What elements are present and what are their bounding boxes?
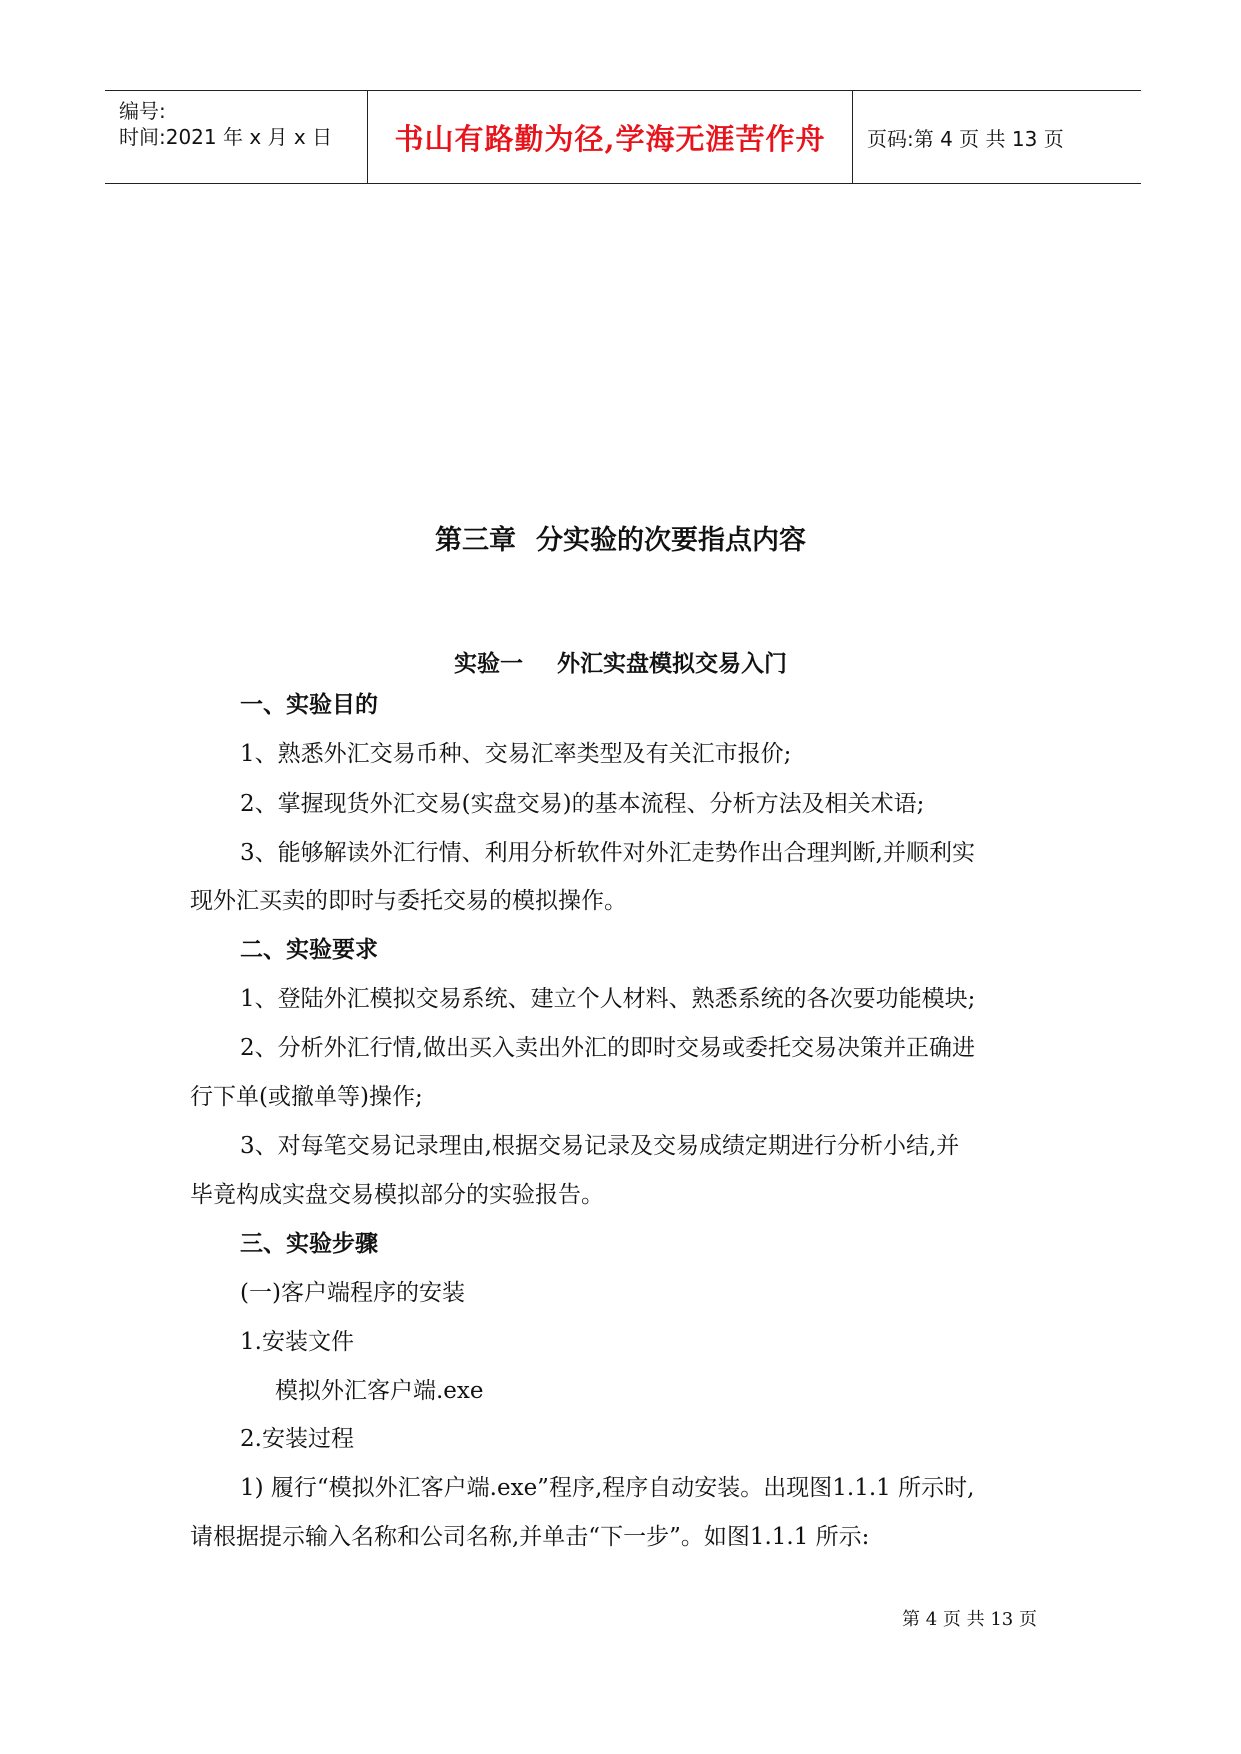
purpose-item-continued: 现外汇买卖的即时与委托交易的模拟操作。 (190, 888, 627, 914)
experiment-name: 外汇实盘模拟交易入门 (557, 650, 787, 677)
experiment-number: 实验一 (454, 650, 523, 677)
purpose-item: 3、能够解读外汇行情、利用分析软件对外汇走势作出合理判断,并顺利实 (240, 840, 975, 866)
document-time-label: 时间:2021 年 x 月 x 日 (119, 125, 333, 149)
purpose-item: 2、掌握现货外汇交易(实盘交易)的基本流程、分析方法及相关术语; (240, 791, 925, 817)
requirement-item: 3、对每笔交易记录理由,根据交易记录及交易成绩定期进行分析小结,并 (240, 1133, 960, 1159)
install-paragraph-continued: 请根据提示输入名称和公司名称,并单击“下一步”。如图1.1.1 所示: (190, 1524, 870, 1550)
section-heading-requirements: 二、实验要求 (240, 936, 378, 963)
document-number-label: 编号: (119, 99, 166, 123)
section-heading-steps: 三、实验步骤 (240, 1230, 378, 1257)
requirement-item: 1、登陆外汇模拟交易系统、建立个人材料、熟悉系统的各次要功能模块; (240, 986, 976, 1012)
chapter-name: 分实验的次要指点内容 (536, 525, 806, 556)
steps-subheading: (一)客户端程序的安装 (240, 1280, 465, 1306)
chapter-number: 第三章 (435, 525, 516, 556)
page-footer: 第 4 页 共 13 页 (902, 1609, 1037, 1630)
section-heading-purpose: 一、实验目的 (240, 691, 378, 718)
header-page-cell (853, 91, 1141, 183)
purpose-item: 1、熟悉外汇交易币种、交易汇率类型及有关汇市报价; (240, 741, 792, 767)
header-motto: 书山有路勤为径,学海无涯苦作舟 (394, 121, 826, 156)
page-header (105, 90, 1141, 184)
install-file-name: 模拟外汇客户端.exe (275, 1378, 484, 1404)
step-install-process: 2.安装过程 (240, 1426, 354, 1452)
experiment-title (0, 645, 1241, 678)
requirement-item: 2、分析外汇行情,做出买入卖出外汇的即时交易或委托交易决策并正确进 (240, 1035, 975, 1061)
requirement-item-continued: 毕竟构成实盘交易模拟部分的实验报告。 (190, 1182, 604, 1208)
header-motto-cell (368, 91, 853, 183)
requirement-item-continued: 行下单(或撤单等)操作; (190, 1084, 423, 1110)
install-paragraph: 1) 履行“模拟外汇客户端.exe”程序,程序自动安装。出现图1.1.1 所示时, (240, 1475, 975, 1501)
step-install-file: 1.安装文件 (240, 1329, 354, 1355)
chapter-title (0, 518, 1241, 557)
header-meta (105, 91, 368, 183)
header-page-number: 页码:第 4 页 共 13 页 (867, 126, 1064, 151)
